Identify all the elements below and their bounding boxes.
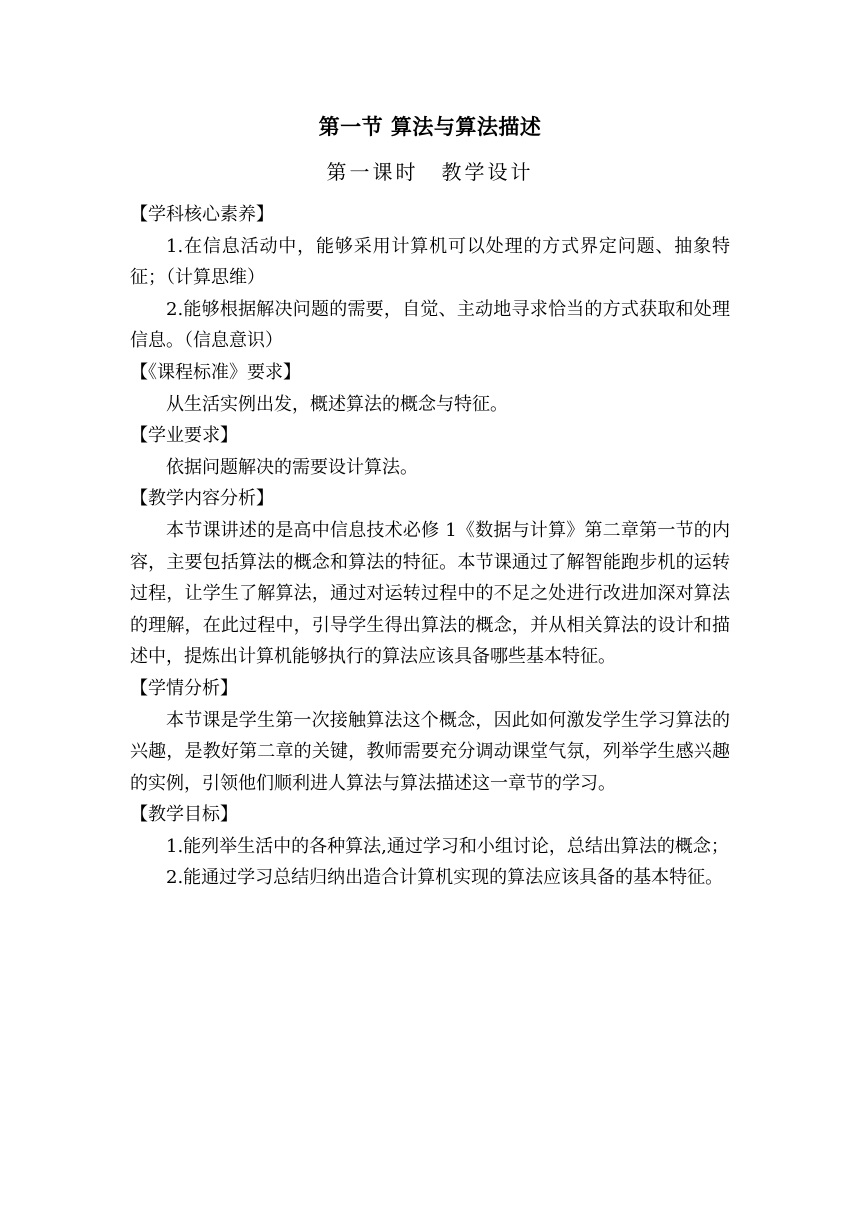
paragraph: 从生活实例出发，概述算法的概念与特征。 — [166, 393, 508, 415]
paragraph: 依据问题解决的需要设计算法。 — [166, 456, 418, 478]
document-body — [130, 199, 730, 894]
section-heading-learner-analysis: 【学情分析】 — [130, 677, 238, 699]
paragraph: 2.能通过学习总结归纳出造合计算机实现的算法应该具备的基本特征。 — [166, 867, 724, 889]
section-heading-curriculum-standard: 【《课程标准》要求】 — [130, 361, 301, 383]
paragraph: 本节课是学生第一次接触算法这个概念，因此如何激发学生学习算法的兴趣，是教好第二章的关键，教师需要充分调动课堂气氛，列举学生感兴趣的实例，引领他们顺利进人算法与算法描述这一章节的学习。 — [130, 709, 730, 794]
paragraph: 1.能列举生活中的各种算法,通过学习和小组讨论，总结出算法的概念； — [166, 835, 729, 857]
section-heading-content-analysis: 【教学内容分析】 — [130, 488, 274, 510]
section-heading-teaching-objectives: 【教学目标】 — [130, 804, 238, 826]
document-title: 第一节 算法与算法描述 — [318, 115, 542, 139]
section-heading-academic-requirements: 【学业要求】 — [130, 425, 238, 447]
section-heading-core-literacy: 【学科核心素养】 — [130, 204, 274, 225]
document-subtitle: 第一课时 教学设计 — [326, 160, 534, 184]
paragraph: 1.在信息活动中，能够采用计算机可以处理的方式界定问题、抽象特征；（计算思维） — [130, 235, 730, 289]
paragraph: 本节课讲述的是高中信息技术必修 1《数据与计算》第二章第一节的内容，主要包括算法的概念和算法的特征。本节课通过了解智能跑步机的运转过程，让学生了解算法，通过对运转过程中的不足之处进行改进加深对算法的理解，在此过程中，引导学生得出算法的概念，并从相关算法的设计和描述中，提炼出计算机能够执行的算法应该具备哪些基本特征。 — [130, 519, 730, 668]
paragraph: 2.能够根据解决问题的需要，自觉、主动地寻求恰当的方式获取和处理信息。（信息意识） — [130, 298, 730, 352]
